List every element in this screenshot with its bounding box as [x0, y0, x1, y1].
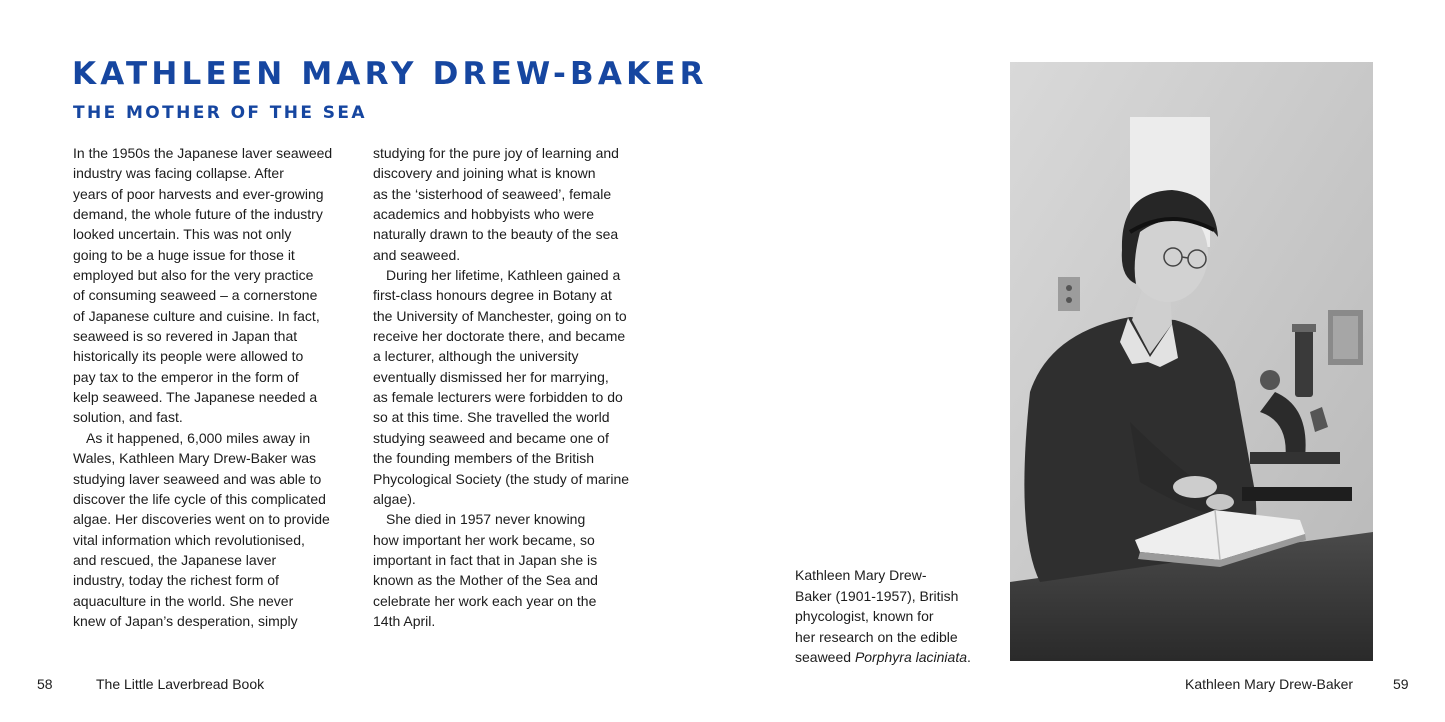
paragraph: As it happened, 6,000 miles away in Wales, Kathleen Mary Drew-Baker was studying laver seaweed and was able to discover the life cycle of this complicated algae. Her discoveries went on to provide vital information which revolutionised, and rescued, the Japanese laver industry, today the richest form of aquaculture in the world. She never knew of Japan’s desperation, simply	[73, 429, 330, 629]
running-head-footer: Kathleen Mary Drew-Baker	[1185, 676, 1354, 692]
page-number-right: 59	[1393, 676, 1409, 692]
text-column-left	[73, 143, 365, 631]
paragraph: studying for the pure joy of learning and discovery and joining what is known as the ‘sisterhood of seaweed’, female academics and hobbyists who were naturally drawn to the beauty of the sea and seaweed.	[373, 145, 619, 263]
page-title: KATHLEEN MARY DREW-BAKER	[72, 56, 708, 92]
portrait-illustration	[1010, 62, 1373, 661]
caption-text: Kathleen Mary Drew- Baker (1901-1957), British phycologist, known for her research on the edible seaweed	[795, 567, 959, 665]
paragraph: During her lifetime, Kathleen gained a first-class honours degree in Botany at the University of Manchester, going on to receive her doctorate there, and became a lecturer, although the university eventually dismissed her for marrying, as female lecturers were forbidden to do so at this time. She travelled the world studying seaweed and became one of the founding members of the British Phycological Society (the study of marine algae).	[373, 267, 630, 507]
page-number-left: 58	[37, 676, 53, 692]
caption-species-name: Porphyra laciniata	[854, 649, 967, 665]
portrait-photo	[1010, 62, 1373, 661]
paragraph: In the 1950s the Japanese laver seaweed industry was facing collapse. After years of poor harvests and ever-growing demand, the whole future of the industry looked uncertain. This was not only going to be a huge issue for those it employed but also for the very practice of consuming seaweed – a cornerstone of Japanese culture and cuisine. In fact, seaweed is so revered in Japan that historically its people were allowed to pay tax to the emperor in the form of kelp seaweed. The Japanese needed a solution, and fast.	[73, 145, 333, 426]
photo-caption	[795, 565, 1000, 668]
page-subtitle: THE MOTHER OF THE SEA	[73, 103, 367, 123]
book-title-footer: The Little Laverbread Book	[96, 676, 265, 692]
text-column-right	[373, 143, 665, 631]
caption-end: .	[967, 649, 971, 665]
paragraph: She died in 1957 never knowing how important her work became, so important in fact that in Japan she is known as the Mother of the Sea and celebrate her work each year on the 14th April.	[373, 511, 598, 629]
